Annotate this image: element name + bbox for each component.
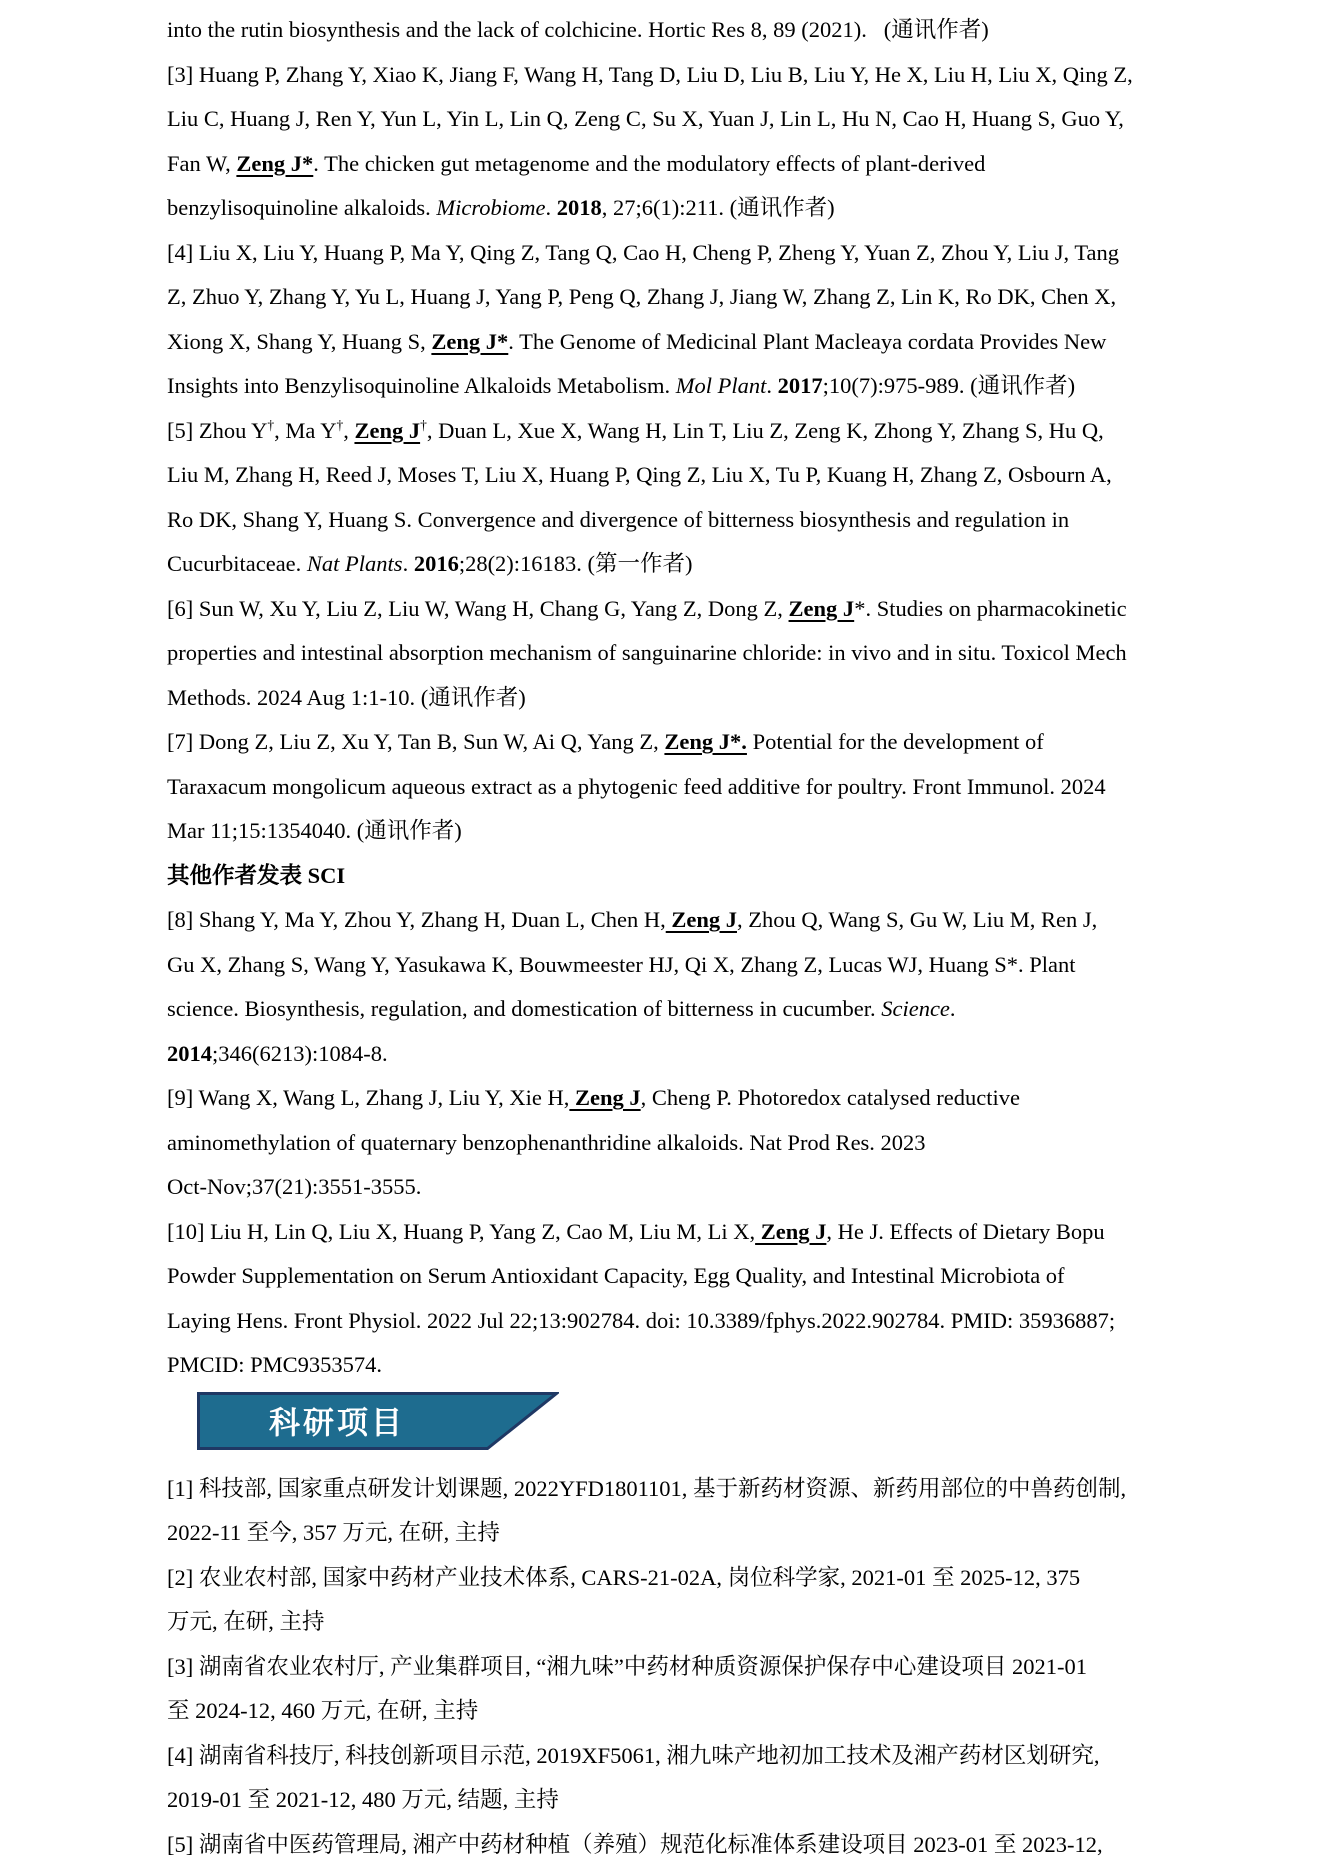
project-text-line: 2022-11 至今, 357 万元, 在研, 主持: [167, 1520, 500, 1545]
publication-text-line: Cucurbitaceae. Nat Plants. 2016;28(2):16183. (第一作者): [167, 551, 693, 576]
publication-text-line: [4] Liu X, Liu Y, Huang P, Ma Y, Qing Z, Tang Q, Cao H, Cheng P, Zheng Y, Yuan Z, Zhou Y, Liu J, Tang: [167, 239, 1120, 265]
project-text-line: [3] 湖南省农业农村厅, 产业集群项目, “湘九味”中药材种质资源保护保存中心建设项目 2021-01: [167, 1653, 1087, 1679]
publication-text-line: [3] Huang P, Zhang Y, Xiao K, Jiang F, Wang H, Tang D, Liu D, Liu B, Liu Y, He X, Liu H, Liu X, Qing Z,: [167, 61, 1133, 87]
publication-text-line: Gu X, Zhang S, Wang Y, Yasukawa K, Bouwmeester HJ, Qi X, Zhang Z, Lucas WJ, Huang S*. Plant: [167, 951, 1076, 977]
section-banner-research-projects: [197, 1392, 559, 1450]
publication-text-line: science. Biosynthesis, regulation, and domestication of bitterness in cucumber. Science.: [167, 996, 956, 1021]
project-text-line: [2] 农业农村部, 国家中药材产业技术体系, CARS-21-02A, 岗位科学家, 2021-01 至 2025-12, 375: [167, 1564, 1081, 1590]
publication-text-line: Liu C, Huang J, Ren Y, Yun L, Yin L, Lin Q, Zeng C, Su X, Yuan J, Lin L, Hu N, Cao H, Huang S, Guo Y,: [167, 106, 1124, 131]
project-text-line: [1] 科技部, 国家重点研发计划课题, 2022YFD1801101, 基于新药材资源、新药用部位的中兽药创制,: [167, 1475, 1127, 1501]
project-text-line: [4] 湖南省科技厅, 科技创新项目示范, 2019XF5061, 湘九味产地初加工技术及湘产药材区划研究,: [167, 1742, 1100, 1768]
publication-text-line: Fan W, Zeng J*. The chicken gut metagenome and the modulatory effects of plant-derived: [167, 150, 986, 176]
publication-text-line: [5] Zhou Y†, Ma Y†, Zeng J†, Duan L, Xue X, Wang H, Lin T, Liu Z, Zeng K, Zhong Y, Zhang S, Hu Q,: [167, 417, 1104, 443]
project-text-line: 2019-01 至 2021-12, 480 万元, 结题, 主持: [167, 1787, 559, 1812]
publication-text-line: Laying Hens. Front Physiol. 2022 Jul 22;13:902784. doi: 10.3389/fphys.2022.902784. PMID: 35936887;: [167, 1307, 1116, 1333]
publication-text-line: [9] Wang X, Wang L, Zhang J, Liu Y, Xie H, Zeng J, Cheng P. Photoredox catalysed reductive: [167, 1085, 1020, 1110]
projects-section: [167, 1467, 1183, 1868]
project-text-line: [5] 湖南省中医药管理局, 湘产中药材种植（养殖）规范化标准体系建设项目 2023-01 至 2023-12,: [167, 1831, 1103, 1857]
publication-text-line: 2014;346(6213):1084-8.: [167, 1040, 388, 1066]
publication-text-line: Powder Supplementation on Serum Antioxidant Capacity, Egg Quality, and Intestinal Microbiota of: [167, 1263, 1065, 1288]
publication-text-line: [8] Shang Y, Ma Y, Zhou Y, Zhang H, Duan L, Chen H, Zeng J, Zhou Q, Wang S, Gu W, Liu M, Ren J,: [167, 907, 1098, 932]
publication-text-line: Liu M, Zhang H, Reed J, Moses T, Liu X, Huang P, Qing Z, Liu X, Tu P, Kuang H, Zhang Z, Osbourn A,: [167, 462, 1112, 487]
publication-text-line: Oct-Nov;37(21):3551-3555.: [167, 1174, 422, 1199]
publication-text-line: Methods. 2024 Aug 1:1-10. (通讯作者): [167, 684, 526, 710]
publication-text-line: aminomethylation of quaternary benzophenanthridine alkaloids. Nat Prod Res. 2023: [167, 1129, 926, 1155]
publication-text-line: Xiong X, Shang Y, Huang S, Zeng J*. The Genome of Medicinal Plant Macleaya cordata Provides New: [167, 328, 1107, 354]
publication-text-line: Insights into Benzylisoquinoline Alkaloids Metabolism. Mol Plant. 2017;10(7):975-989. (通讯作者): [167, 373, 1076, 398]
project-text-line: 万元, 在研, 主持: [167, 1609, 325, 1634]
project-text-line: 至 2024-12, 460 万元, 在研, 主持: [167, 1698, 479, 1723]
publication-text-line: Mar 11;15:1354040. (通讯作者): [167, 818, 462, 843]
banner-label: 科研项目: [269, 1405, 405, 1441]
publication-text-line: [10] Liu H, Lin Q, Liu X, Huang P, Yang Z, Cao M, Liu M, Li X, Zeng J, He J. Effects of Dietary Bopu: [167, 1218, 1105, 1244]
publication-text-line: Ro DK, Shang Y, Huang S. Convergence and divergence of bitterness biosynthesis and regulation in: [167, 506, 1070, 532]
publication-text-line: Taraxacum mongolicum aqueous extract as a phytogenic feed additive for poultry. Front Immunol. 2024: [167, 773, 1106, 799]
publication-text-line: [7] Dong Z, Liu Z, Xu Y, Tan B, Sun W, Ai Q, Yang Z, Zeng J*. Potential for the development of: [167, 729, 1044, 754]
publication-text-line: properties and intestinal absorption mechanism of sanguinarine chloride: in vivo and in situ. Toxicol Mech: [167, 640, 1127, 665]
subsection-heading: 其他作者发表 SCI: [167, 862, 346, 888]
publication-text-line: Z, Zhuo Y, Zhang Y, Yu L, Huang J, Yang P, Peng Q, Zhang J, Jiang W, Zhang Z, Lin K, Ro DK, Chen X,: [167, 284, 1117, 309]
publication-text-line: [6] Sun W, Xu Y, Liu Z, Liu W, Wang H, Chang G, Yang Z, Dong Z, Zeng J*. Studies on pharmacokinetic: [167, 595, 1127, 621]
publication-text-line: PMCID: PMC9353574.: [167, 1352, 383, 1377]
publication-text-line: benzylisoquinoline alkaloids. Microbiome. 2018, 27;6(1):211. (通讯作者): [167, 195, 835, 220]
publication-text-line: into the rutin biosynthesis and the lack of colchicine. Hortic Res 8, 89 (2021). (通讯作者): [167, 17, 989, 42]
publications-section: [167, 8, 1183, 1388]
